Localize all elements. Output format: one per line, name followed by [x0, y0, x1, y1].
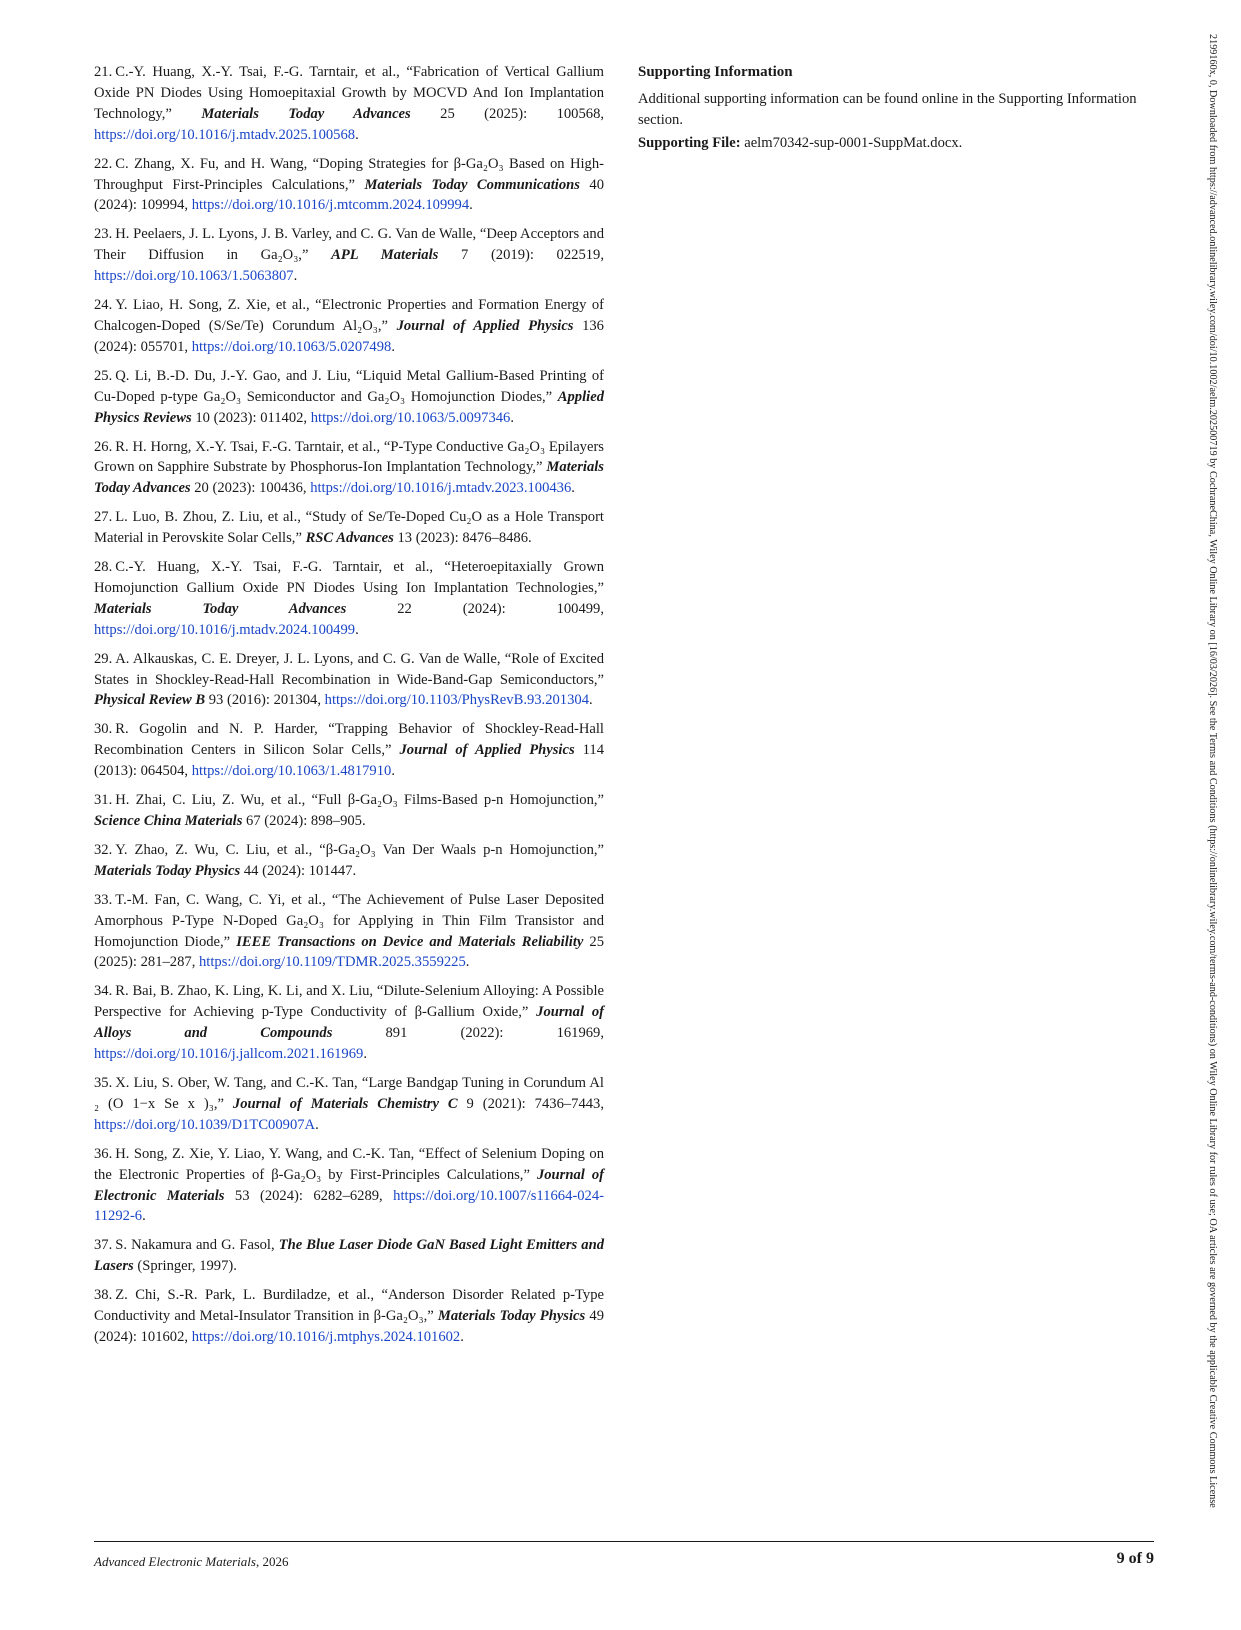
reference-number: 21. — [94, 64, 113, 80]
reference-text: H. Song, Z. Xie, Y. Liao, Y. Wang, and C.-K. Tan, “Effect of Selenium Doping on the Electronic Properties of β-Ga₂O₃ by First-Principles Calculations,” — [94, 1145, 604, 1183]
reference-details: 22 (2024): 100499, — [346, 600, 604, 617]
reference-book-title: The Blue Laser Diode GaN Based Light Emitters and Lasers — [94, 1237, 604, 1275]
reference-number: 23. — [94, 226, 113, 243]
reference-number: 27. — [94, 509, 113, 526]
reference-details: 114 (2013): 064504, — [94, 742, 604, 780]
reference-end: . — [469, 197, 473, 214]
reference-doi-link[interactable]: https://doi.org/10.1109/TDMR.2025.3559225 — [199, 954, 466, 971]
reference-item — [94, 437, 604, 500]
supporting-file-name[interactable]: aelm70342-sup-0001-SuppMat.docx. — [740, 134, 963, 151]
reference-end: . — [465, 954, 470, 971]
reference-end: . — [293, 268, 298, 285]
reference-text: T.-M. Fan, C. Wang, C. Yi, et al., “The Achievement of Pulse Laser Deposited Amorphous P-Type N-Doped Ga₂O₃ for Applying in Thin Film Transistor and Homojunction Diode,” — [94, 891, 604, 950]
reference-details: 25 (2025): 281–287, — [94, 933, 605, 971]
reference-text: Y. Zhao, Z. Wu, C. Liu, et al., “β-Ga₂O₃ Van Der Waals p-n Homojunction,” — [115, 841, 604, 858]
footer-journal-name: Advanced Electronic Materials — [94, 1554, 256, 1569]
reference-end: . — [391, 338, 395, 355]
reference-end: . — [460, 1328, 464, 1345]
footer-divider — [94, 1541, 1154, 1542]
reference-item — [94, 507, 604, 549]
reference-number: 28. — [94, 559, 113, 576]
reference-item — [94, 62, 604, 146]
reference-item — [94, 366, 604, 429]
reference-details: 53 (2024): 6282–6289, — [224, 1187, 394, 1204]
reference-text: R. Gogolin and N. P. Harder, “Trapping Behavior of Shockley-Read-Hall Recombination Centers in Silicon Solar Cells,” — [94, 721, 604, 759]
reference-details: 7 (2019): 022519, — [438, 247, 604, 264]
reference-item — [94, 1285, 604, 1348]
reference-journal: Journal of Materials Chemistry C — [232, 1095, 458, 1112]
reference-text: C.-Y. Huang, X.-Y. Tsai, F.-G. Tarntair, et al., “Fabrication of Vertical Gallium Oxide PN Diodes Using Homoepitaxial Growth by MOCVD And Ion Implantation Technology,” — [94, 64, 604, 122]
reference-journal: APL Materials — [331, 247, 439, 264]
reference-end: . — [315, 1116, 319, 1133]
reference-journal: Journal of Applied Physics — [396, 317, 574, 334]
reference-end: . — [391, 763, 395, 780]
reference-doi-link[interactable]: https://doi.org/10.1063/1.4817910 — [191, 763, 392, 780]
reference-journal: Materials Today Communications — [364, 176, 580, 193]
reference-doi-link[interactable]: https://doi.org/10.1063/5.0207498 — [191, 338, 392, 355]
reference-list — [94, 62, 604, 1356]
reference-journal: Physical Review B — [94, 692, 206, 709]
reference-journal: Applied Physics Reviews — [94, 388, 604, 426]
reference-details: 67 (2024): 898–905. — [242, 813, 366, 829]
reference-text: Y. Liao, H. Song, Z. Xie, et al., “Electronic Properties and Formation Energy of Chalcogen-Doped (S/Se/Te) Corundum Al₂O₃,” — [94, 297, 604, 334]
reference-end: . — [510, 409, 514, 426]
reference-doi-link[interactable]: https://doi.org/10.1039/D1TC00907A — [94, 1116, 316, 1133]
reference-text: X. Liu, S. Ober, W. Tang, and C.-K. Tan, “Large Bandgap Tuning in Corundum Al ₂ (O 1−x Se x )₃,” — [94, 1074, 604, 1112]
reference-details: 10 (2023): 011402, — [191, 409, 311, 426]
reference-end: . — [355, 621, 359, 638]
reference-item — [94, 1235, 604, 1277]
reference-item — [94, 890, 604, 974]
supporting-heading: Supporting Information — [638, 64, 793, 80]
reference-item — [94, 649, 604, 712]
reference-item — [94, 557, 604, 641]
reference-number: 37. — [94, 1237, 113, 1254]
reference-item — [94, 295, 604, 358]
reference-journal: Materials Today Advances — [94, 459, 604, 497]
reference-number: 33. — [94, 891, 113, 908]
reference-text: R. Bai, B. Zhao, K. Ling, K. Li, and X. Liu, “Dilute-Selenium Alloying: A Possible Perspective for Achieving p-Type Conductivity of β-Gallium Oxide,” — [94, 983, 604, 1021]
reference-journal: Science China Materials — [94, 813, 243, 829]
reference-text: Q. Li, B.-D. Du, J.-Y. Gao, and J. Liu, “Liquid Metal Gallium-Based Printing of Cu-Doped p-type Ga₂O₃ Semiconductor and Ga₂O₃ Homojunction Diodes,” — [94, 367, 604, 405]
reference-number: 34. — [94, 983, 113, 1000]
reference-number: 29. — [94, 650, 113, 667]
download-notice: 2199160x, 0, Downloaded from https://advanced.onlinelibrary.wiley.com/doi/10.1002/aelm.202500719 by CochraneChina, Wiley Online Library on [16/03/2026]. See the Terms and Conditions (https://onlinelibrary.wiley.com/terms-and-conditions) on Wiley Online Library for rules of use; OA articles are governed by the applicable Creative Commons License — [1207, 34, 1218, 1508]
reference-item — [94, 224, 604, 287]
reference-number: 32. — [94, 841, 113, 858]
reference-number: 26. — [94, 438, 113, 455]
reference-number: 36. — [94, 1145, 113, 1162]
reference-details: 49 (2024): 101602, — [94, 1308, 604, 1345]
reference-doi-link[interactable]: https://doi.org/10.1016/j.mtadv.2025.100568 — [94, 126, 356, 143]
reference-text: A. Alkauskas, C. E. Dreyer, J. L. Lyons, and C. G. Van de Walle, “Role of Excited States in Shockley-Read-Hall Recombination in Wide-Band-Gap Semiconductors,” — [94, 650, 604, 688]
supporting-file-label: Supporting File: — [638, 134, 741, 151]
reference-text: Z. Chi, S.-R. Park, L. Burdiladze, et al., “Anderson Disorder Related p-Type Conductivity and Metal-Insulator Transition in β-Ga₂O₃,” — [94, 1287, 604, 1325]
reference-number: 30. — [94, 721, 113, 738]
reference-item — [94, 154, 604, 217]
reference-text: S. Nakamura and G. Fasol, — [115, 1237, 279, 1254]
reference-doi-link[interactable]: https://doi.org/10.1016/j.jallcom.2021.161969 — [94, 1046, 364, 1063]
reference-number: 22. — [94, 155, 113, 172]
supporting-file — [638, 133, 1154, 154]
footer-year: , 2026 — [255, 1554, 289, 1569]
reference-doi-link[interactable]: https://doi.org/10.1007/s11664-024-11292-6 — [94, 1187, 604, 1225]
reference-doi-link[interactable]: https://doi.org/10.1103/PhysRevB.93.201304 — [324, 692, 589, 709]
reference-text: L. Luo, B. Zhou, Z. Liu, et al., “Study of Se/Te-Doped Cu₂O as a Hole Transport Material in Perovskite Solar Cells,” — [94, 509, 604, 547]
reference-end: . — [355, 126, 359, 143]
reference-item — [94, 1073, 604, 1136]
reference-details: 40 (2024): 109994, — [94, 176, 604, 214]
reference-number: 24. — [94, 297, 113, 314]
reference-journal: Journal of Electronic Materials — [94, 1166, 604, 1204]
reference-details: 891 (2022): 161969, — [332, 1025, 604, 1042]
reference-item — [94, 719, 604, 782]
reference-text: H. Zhai, C. Liu, Z. Wu, et al., “Full β-Ga₂O₃ Films-Based p-n Homojunction,” — [115, 792, 604, 809]
reference-journal: Journal of Alloys and Compounds — [94, 1004, 604, 1042]
reference-number: 25. — [94, 367, 113, 384]
reference-details: 136 (2024): 055701, — [94, 317, 604, 355]
reference-journal: Materials Today Physics — [437, 1308, 586, 1325]
reference-details: (Springer, 1997). — [133, 1258, 237, 1275]
reference-details: 93 (2016): 201304, — [205, 692, 325, 709]
reference-end: . — [589, 692, 593, 709]
reference-text: H. Peelaers, J. L. Lyons, J. B. Varley, and C. G. Van de Walle, “Deep Acceptors and Their Diffusion in Ga₂O₃,” — [94, 226, 604, 264]
reference-journal: Materials Today Advances — [94, 600, 347, 617]
reference-doi-link[interactable]: https://doi.org/10.1016/j.mtphys.2024.101602 — [191, 1328, 461, 1345]
reference-details: 20 (2023): 100436, — [190, 480, 311, 497]
reference-journal: Journal of Applied Physics — [399, 742, 575, 759]
reference-end: . — [363, 1046, 367, 1063]
reference-end: . — [142, 1208, 146, 1225]
reference-journal: RSC Advances — [305, 530, 394, 547]
reference-item — [94, 1144, 604, 1228]
reference-doi-link[interactable]: https://doi.org/10.1016/j.mtadv.2023.100436 — [310, 480, 572, 497]
reference-journal: Materials Today Physics — [94, 862, 241, 879]
footer-journal — [94, 1554, 288, 1570]
reference-number: 31. — [94, 792, 113, 809]
reference-journal: IEEE Transactions on Device and Materials Reliability — [236, 933, 584, 950]
reference-text: C.-Y. Huang, X.-Y. Tsai, F.-G. Tarntair, et al., “Heteroepitaxially Grown Homojunction Gallium Oxide PN Diodes Using Ion Implantation Technologies,” — [94, 559, 604, 596]
reference-doi-link[interactable]: https://doi.org/10.1063/1.5063807 — [94, 268, 294, 285]
reference-doi-link[interactable]: https://doi.org/10.1016/j.mtcomm.2024.109994 — [191, 197, 470, 214]
supporting-text: Additional supporting information can be found online in the Supporting Information section. — [638, 90, 1137, 128]
reference-journal: Materials Today Advances — [201, 105, 411, 122]
reference-details: 25 (2025): 100568, — [410, 105, 605, 122]
reference-text: C. Zhang, X. Fu, and H. Wang, “Doping Strategies for β-Ga₂O₃ Based on High-Throughput First-Principles Calculations,” — [94, 155, 604, 193]
reference-item — [94, 981, 604, 1065]
reference-details: 44 (2024): 101447. — [240, 862, 357, 879]
supporting-information — [638, 62, 1154, 156]
reference-text: R. H. Horng, X.-Y. Tsai, F.-G. Tarntair, et al., “P-Type Conductive Ga₂O₃ Epilayers Grown on Sapphire Substrate by Phosphorus-Ion Implantation Technology,” — [94, 438, 604, 476]
page-number: 9 of 9 — [1116, 1550, 1154, 1567]
reference-details: 9 (2021): 7436–7443, — [457, 1095, 604, 1112]
reference-doi-link[interactable]: https://doi.org/10.1016/j.mtadv.2024.100499 — [94, 621, 356, 638]
reference-item — [94, 790, 604, 832]
reference-end: . — [571, 480, 575, 497]
reference-details: 13 (2023): 8476–8486. — [393, 530, 532, 547]
reference-number: 35. — [94, 1074, 113, 1091]
reference-item — [94, 840, 604, 882]
reference-number: 38. — [94, 1287, 113, 1304]
reference-doi-link[interactable]: https://doi.org/10.1063/5.0097346 — [310, 409, 511, 426]
